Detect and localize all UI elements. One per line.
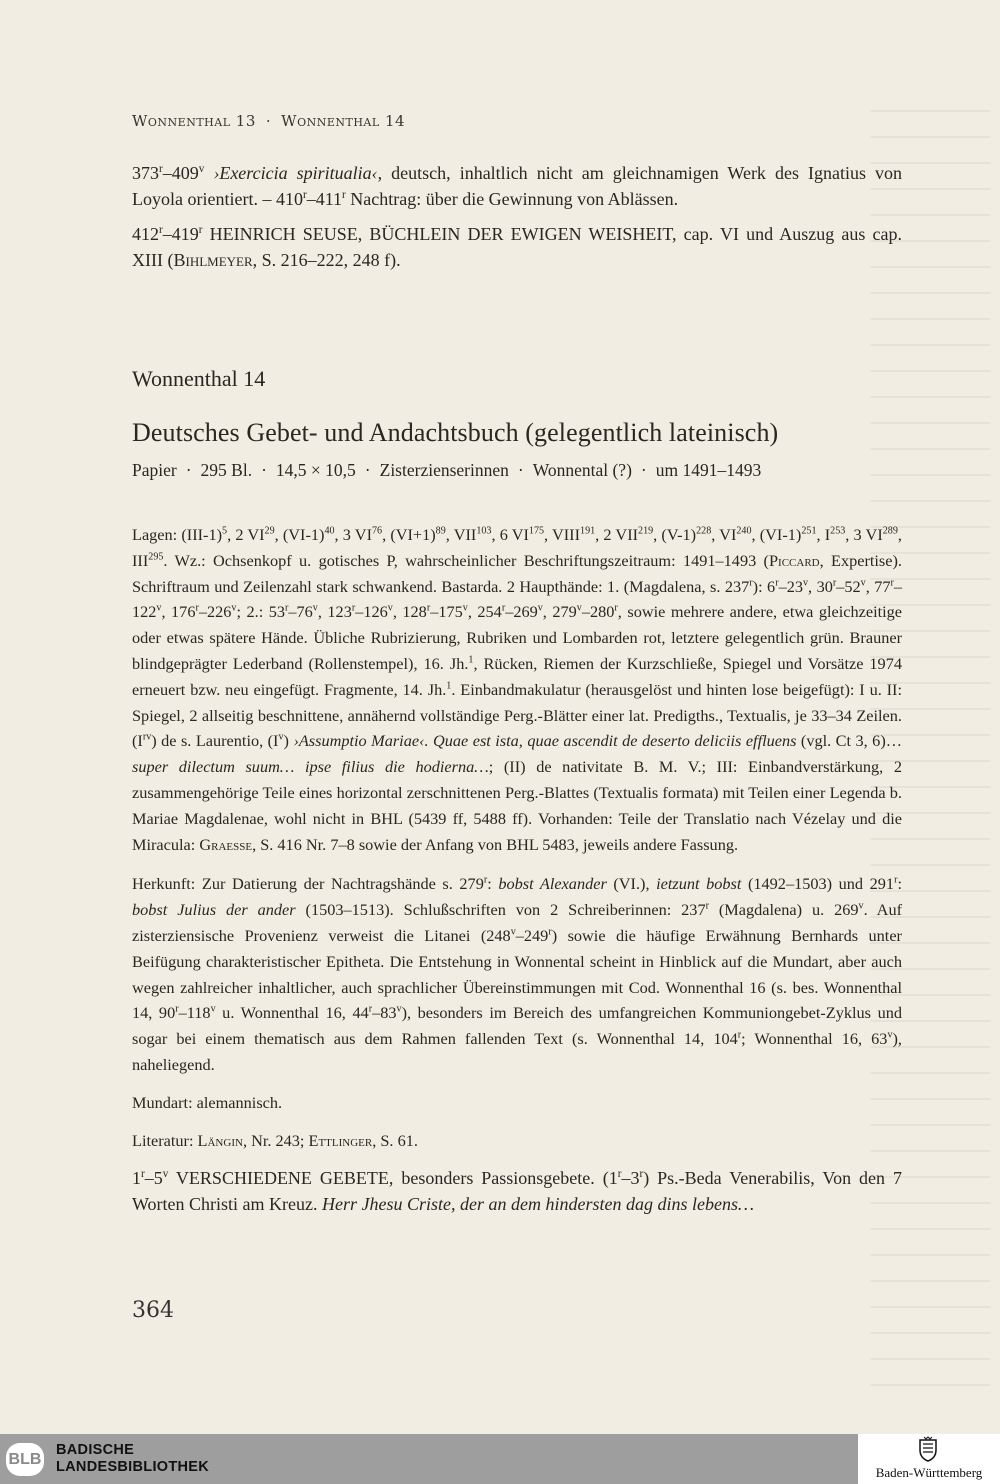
library-name-line1: BADISCHE [56,1442,135,1458]
meta-format: 14,5 × 10,5 [275,460,356,480]
running-head [132,112,405,130]
herkunft-paragraph: Herkunft: Zur Datierung der Nachtragshände s. 279$^r$: bobst Alexander (VI.), ietzunt bobst (1492–1503) und 291$^r$: bobst Julius der ander (1503–1513). Schlußschriften von 2 Schreiberinnen: 237$^r$ (Magdalena) u. 269$^v$. Auf zisterziensische Provenienz verweist die Litanei (248$^v$–249$^r$) sowie die häufige Erwähnung Bernhards unter Beifügung charakteristischer Epitheta. Die Entstehung in Wonnental scheint in Hinblick auf die Mundart, aber auch wegen zahlreicher inhaltlicher, auch sprachlicher Übereinstimmungen mit Cod. Wonnenthal 16 (s. bes. Wonnenthal 14, 90$^r$–118$^v$ u. Wonnenthal 16, 44$^r$–83$^v$), besonders im Bereich des umfangreichen Kommuniongebet-Zyklus und sogar bei einem thematisch aus dem Rahmen fallenden Text (s. Wonnenthal 14, 104$^r$; Wonnenthal 16, 63$^v$), naheliegend. [132,874,903,1074]
meta-leaves: 295 Bl. [200,460,253,480]
entry-title: Deutsches Gebet- und Andachtsbuch (gelegentlich lateinisch) [132,418,779,447]
blb-logo[interactable]: BLB [6,1443,44,1476]
bw-logo[interactable] [858,1434,1000,1484]
entry-description [132,522,902,1217]
shelfmark: Wonnenthal 14 [132,366,266,391]
running-head-left: Wonnenthal 13 [132,112,256,130]
meta-order: Zisterzienserinnen [379,460,509,480]
entry-heading [132,366,902,483]
library-name [56,1442,209,1476]
prev-item-exercicia: 373$^r$–409$^v$ ›Exercicia spiritualia‹, deutsch, inhaltlich nicht am gleichnamigen Werk des Ignatius von Loyola orientiert. – 410$^r$–411$^r$ Nachtrag: über die Gewinnung von Ablässen. [132,163,902,209]
meta-date: um 1491–1493 [655,460,762,480]
lagen-paragraph: Lagen: $(III-1)^5$, 2 VI$^{29}$, $(VI-1)^{40}$, 3 VI$^{76}$, $(VI+1)^{89}$, VII$^{103}$, 6 VI$^{175}$, VIII$^{191}$, 2 VII$^{219}$, $(V-1)^{228}$, VI$^{240}$, $(VI-1)^{251}$, $I^{253}$, 3 VI$^{289}$, III$^{295}$. Wz.: Ochsenkopf u. gotisches P, wahrscheinlicher Beschriftungszeitraum: 1491–1493 (Piccard, Expertise). Schriftraum und Zeilenzahl stark schwankend. Bastarda. 2 Haupthände: 1. (Magdalena, s. 237$^r$): 6$^r$–23$^v$, 30$^r$–52$^v$, 77$^r$–122$^v$, 176$^r$–226$^v$; 2.: 53$^r$–76$^v$, 123$^r$–126$^v$, 128$^r$–175$^v$, 254$^r$–269$^v$, 279$^v$–280$^r$, sowie mehrere andere, etwa gleichzeitige oder etwas spätere Hände. Übliche Rubrizierung, Rubriken und Lombarden rot, letztere gelegentlich grün. Brauner blindgeprägter Lederband (Rollenstempel), 16. Jh.$^1$, Rücken, Riemen der Kurzschließe, Spiegel und Vorsätze 1974 erneuert bzw. neu eingefügt. Fragmente, 14. Jh.$^1$. Einbandmakulatur (herausgelöst und hinten lose beigefügt): I u. II: Spiegel, 2 allseitig beschnittene, annähernd vollständige Perg.-Blätter einer lat. Predigths., Textualis, je 33–34 Zeilen. $(I^{rv})$ de s. Laurentio, $(I^v)$ ›Assumptio Mariae‹. Quae est ista, quae ascendit de deserto deliciis effluens (vgl. Ct 3, 6)… super dilectum suum… ipse filius die hodierna…; (II) de nativitate B. M. V.; III: Einbandverstärkung, 2 zusammengehörige Teile eines horizontal zerschnittenen Perg.-Blattes (Textualis formata) mit Teilen einer Legenda b. Mariae Magdalenae, wohl nicht in BHL (5439 ff, 5488 ff). Vorhanden: Teile der Translatio nach Vézelay und die Miracula: Graesse, S. 416 Nr. 7–8 sowie der Anfang von BHL 5483, jeweils andere Fassung. [132,525,903,854]
mundart-line: Mundart: alemannisch. [132,1092,283,1112]
running-head-right: Wonnenthal 14 [281,112,406,130]
prev-item-seuse: 412$^r$–419$^r$ HEINRICH SEUSE, BÜCHLEIN DER EWIGEN WEISHEIT, cap. VI und Auszug aus cap. XIII (Bihlmeyer, S. 216–222, 248 f). [132,224,902,270]
meta-material: Papier [132,460,177,480]
coat-of-arms-icon [918,1436,938,1462]
library-name-line2: LANDESBIBLIOTHEK [56,1459,210,1475]
page-number: 364 [132,1298,174,1323]
literatur-line: Literatur: Längin, Nr. 243; Ettlinger, S. 61. [132,1130,418,1150]
meta-place: Wonnental (?) [532,460,632,480]
running-head-separator: · [265,112,272,130]
entry-meta: Papier · 295 Bl. · 14,5 × 10,5 · Zisterzienserinnen · Wonnental (?) · um 1491–1493 [132,460,762,480]
library-footer [0,1434,1000,1484]
bw-name: Baden-Württemberg [875,1465,983,1480]
content-item-1: 1$^r$–5$^v$ VERSCHIEDENE GEBETE, besonders Passionsgebete. (1$^r$–3$^r$) Ps.-Beda Venerabilis, Von den 7 Worten Christi am Kreuz. Herr Jhesu Criste, der an dem hindersten dag dins lebens… [132,1168,902,1215]
previous-entry-end [132,160,902,273]
